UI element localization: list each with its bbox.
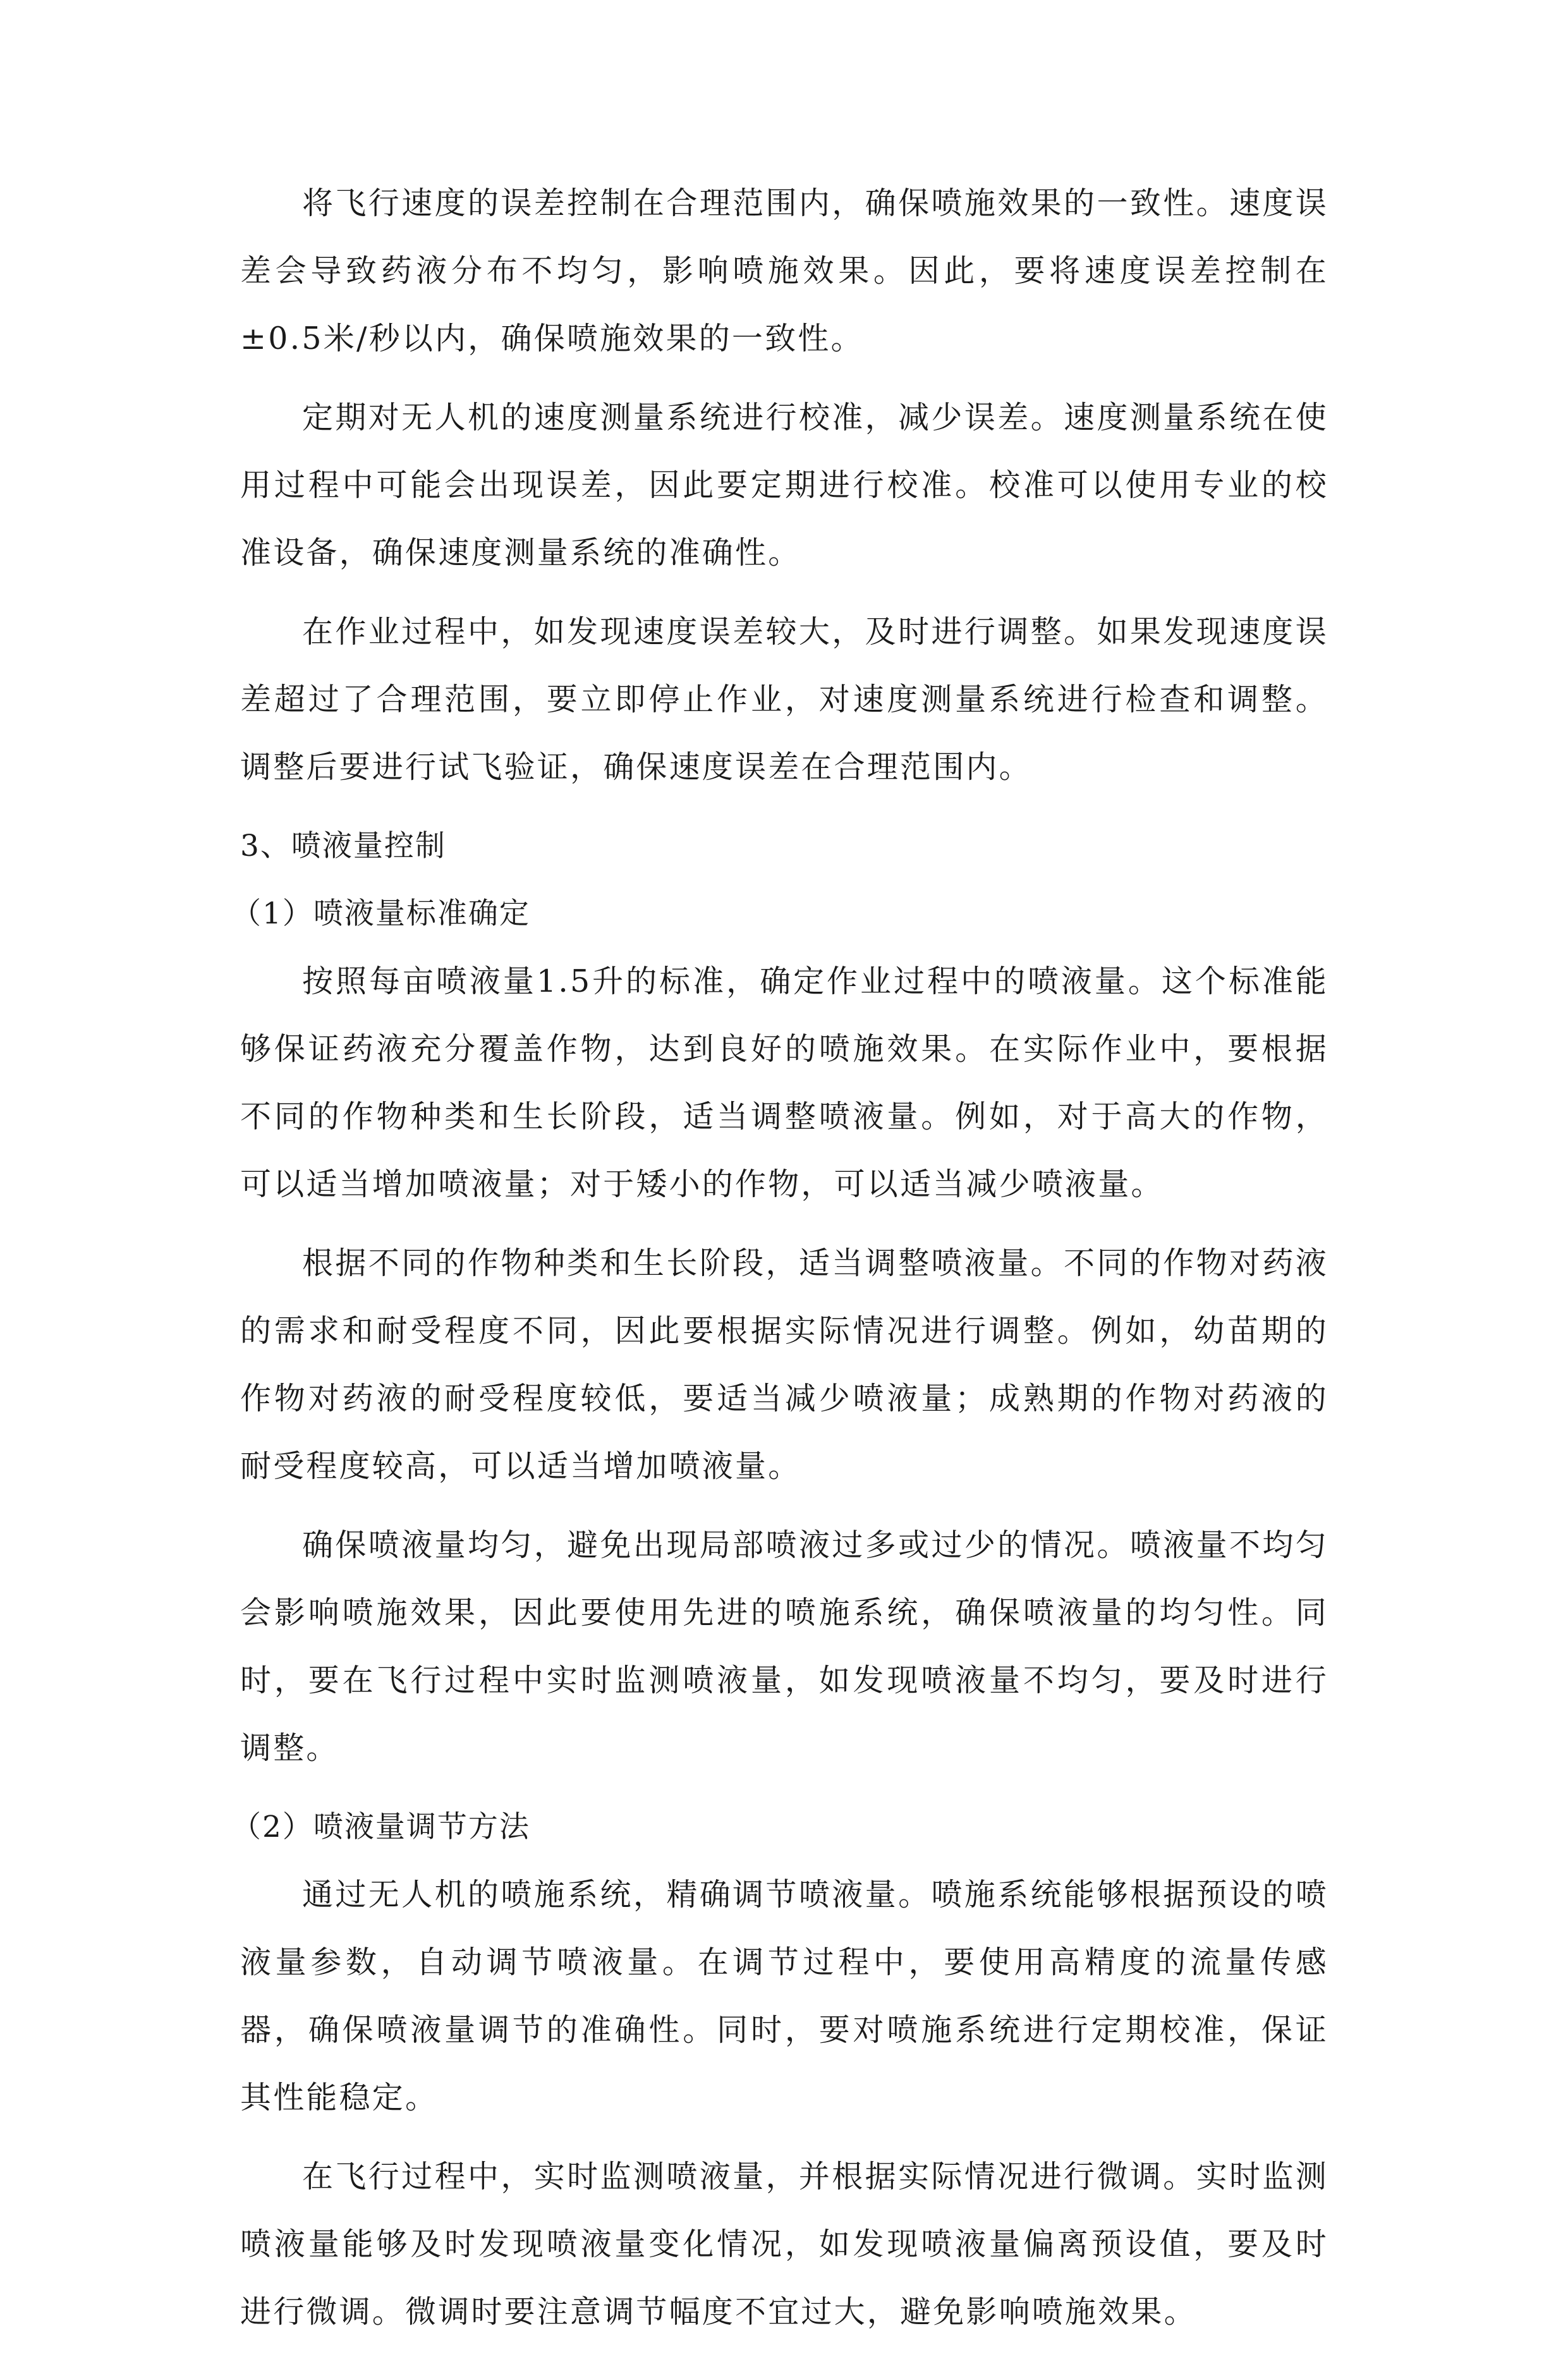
paragraph-realtime-monitor: 在飞行过程中，实时监测喷液量，并根据实际情况进行微调。实时监测喷液量能够及时发现喷液量变化情况，如发现喷液量偏离预设值，要及时进行微调。微调时要注意调节幅度不宜过大，避免影响喷施效果。 [240, 2159, 1328, 2330]
paragraph-uniform-spray: 确保喷液量均匀，避免出现局部喷液过多或过少的情况。喷液量不均匀会影响喷施效果，因此要使用先进的喷施系统，确保喷液量的均匀性。同时，要在飞行过程中实时监测喷液量，如发现喷液量不均匀，要及时进行调整。 [240, 1527, 1328, 1766]
document-page [231, 169, 1328, 2357]
paragraph-speed-adjustment: 在作业过程中，如发现速度误差较大，及时进行调整。如果发现速度误差超过了合理范围，要立即停止作业，对速度测量系统进行检查和调整。调整后要进行试飞验证，确保速度误差在合理范围内。 [240, 614, 1328, 785]
paragraph-spray-standard: 按照每亩喷液量1.5升的标准，确定作业过程中的喷液量。这个标准能够保证药液充分覆盖作物，达到良好的喷施效果。在实际作业中，要根据不同的作物种类和生长阶段，适当调整喷液量。例如，对于高大的作物，可以适当增加喷液量；对于矮小的作物，可以适当减少喷液量。 [240, 963, 1328, 1202]
paragraph-crop-stage-adjust: 根据不同的作物种类和生长阶段，适当调整喷液量。不同的作物对药液的需求和耐受程度不同，因此要根据实际情况进行调整。例如，幼苗期的作物对药液的耐受程度较低，要适当减少喷液量；成熟期的作物对药液的耐受程度较高，可以适当增加喷液量。 [240, 1245, 1328, 1484]
paragraph-speed-error-control: 将飞行速度的误差控制在合理范围内，确保喷施效果的一致性。速度误差会导致药液分布不均匀，影响喷施效果。因此，要将速度误差控制在±0.5米/秒以内，确保喷施效果的一致性。 [240, 185, 1328, 356]
subsection-heading-adjust-method: （2）喷液量调节方法 [231, 1810, 530, 1844]
paragraph-speed-calibration: 定期对无人机的速度测量系统进行校准，减少误差。速度测量系统在使用过程中可能会出现误差，因此要定期进行校准。校准可以使用专业的校准设备，确保速度测量系统的准确性。 [240, 399, 1328, 571]
section-heading-spray-volume: 3、喷液量控制 [240, 829, 446, 863]
paragraph-precise-adjust: 通过无人机的喷施系统，精确调节喷液量。喷施系统能够根据预设的喷液量参数，自动调节喷液量。在调节过程中，要使用高精度的流量传感器，确保喷液量调节的准确性。同时，要对喷施系统进行定期校准，保证其性能稳定。 [240, 1877, 1328, 2116]
subsection-heading-standard: （1）喷液量标准确定 [231, 896, 530, 931]
